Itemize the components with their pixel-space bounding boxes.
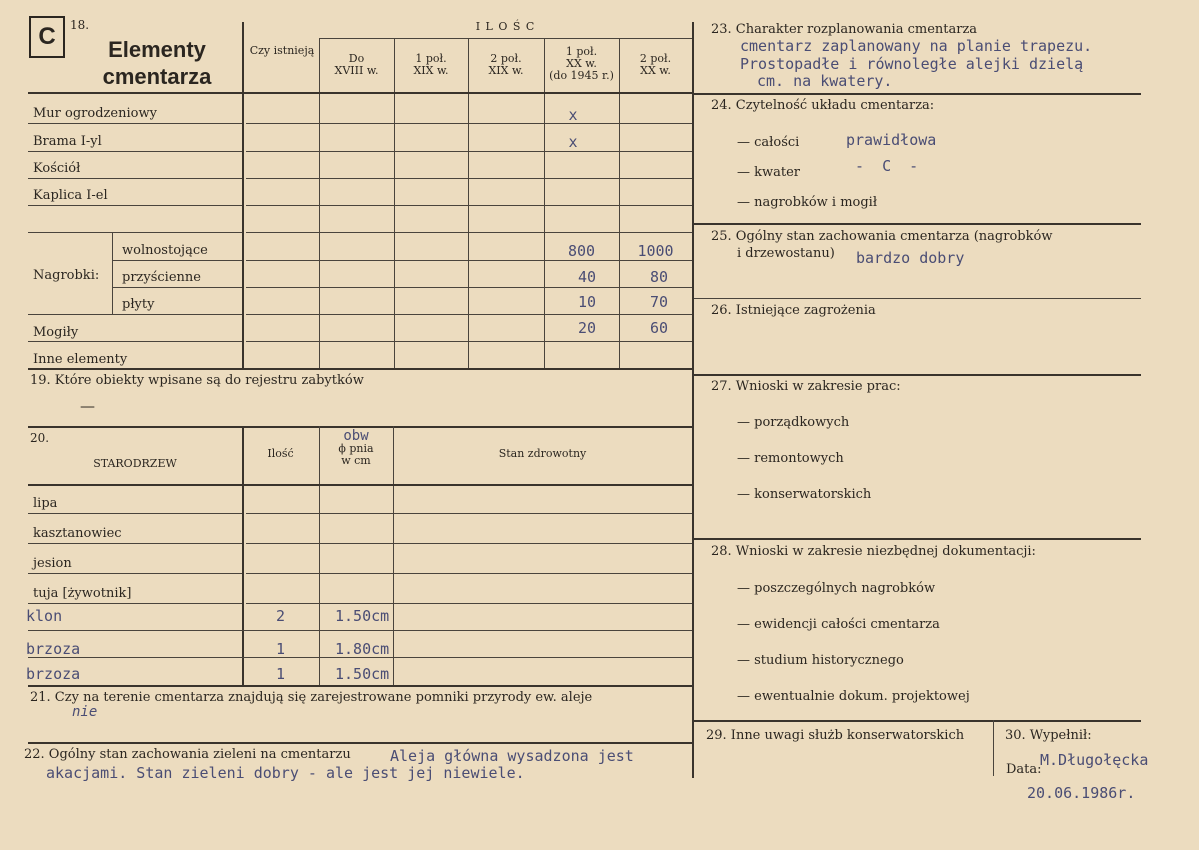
- table-divider: [319, 38, 320, 368]
- s20-title: STARODRZEW: [93, 457, 177, 470]
- tree-typed-diam: 1.50cm: [335, 607, 390, 625]
- s21-hand: nie: [72, 704, 98, 720]
- s23-value: Prostopadłe i równoległe alejki dzielą: [740, 55, 1084, 73]
- s27-item: — konserwatorskich: [737, 487, 872, 502]
- s26-label: 26. Istniejące zagrożenia: [711, 303, 876, 318]
- s28-item: — ewidencji całości cmentarza: [737, 617, 940, 632]
- table-line: [28, 92, 692, 94]
- s19-label: 19. Które obiekty wpisane są do rejestru zabytków: [30, 373, 364, 388]
- col-exists-header: Czy istnieją: [249, 44, 315, 57]
- tree-typed-qty: 2: [275, 607, 286, 625]
- row-label: płyty: [122, 297, 155, 312]
- s30-label: 30. Wypełnił:: [1005, 728, 1092, 743]
- table-line: [319, 38, 692, 39]
- s20-col-health: Stan zdrowotny: [498, 447, 587, 460]
- tree-typed-name: klon: [26, 607, 63, 625]
- s28-item: — poszczególnych nagrobków: [737, 581, 936, 596]
- row-label: Kaplica I-el: [33, 188, 108, 203]
- table-divider: [394, 38, 395, 368]
- s25-label: 25. Ogólny stan zachowania cmentarza (nagrobków: [711, 229, 1053, 244]
- s20-hand-obw: obw: [343, 428, 369, 444]
- period-header: 1 poł. XX w. (do 1945 r.): [549, 45, 614, 82]
- s23-value: cm. na kwatery.: [757, 72, 893, 90]
- typed-value: 800: [567, 242, 596, 260]
- typed-mark: x: [568, 106, 578, 124]
- tree-typed-name: brzoza: [26, 640, 81, 658]
- row-label: Inne elementy: [33, 352, 128, 367]
- section-number: 18.: [70, 18, 90, 32]
- s23-value: cmentarz zaplanowany na planie trapezu.: [740, 37, 1093, 55]
- s27-item: — remontowych: [737, 451, 844, 466]
- ilosc-header: I L O Ś C: [475, 20, 536, 33]
- s22-value: Aleja główna wysadzona jest: [390, 747, 634, 765]
- row-label: Kościół: [33, 161, 81, 176]
- tree-typed-qty: 1: [275, 665, 286, 683]
- s22-label: 22. Ogólny stan zachowania zieleni na cmentarzu: [24, 747, 351, 762]
- row-label: przyścienne: [122, 270, 201, 285]
- s21-label: 21. Czy na terenie cmentarza znajdują się zarejestrowane pomniki przyrody ew. aleje: [30, 690, 593, 705]
- s29-label: 29. Inne uwagi służb konserwatorskich: [706, 728, 965, 743]
- s25-label: i drzewostanu): [737, 246, 835, 261]
- tree-typed-diam: 1.50cm: [335, 665, 390, 683]
- s28-item: — ewentualnie dokum. projektowej: [737, 689, 970, 704]
- table-divider: [468, 38, 469, 368]
- period-header: Do XVIII w.: [334, 52, 379, 77]
- period-header: 1 poł. XIX w.: [413, 52, 449, 77]
- s22-value: akacjami. Stan zieleni dobry - ale jest jej niewiele.: [46, 764, 525, 782]
- s30-date: 20.06.1986r.: [1027, 784, 1136, 802]
- s25-value: bardzo dobry: [856, 249, 965, 267]
- tree-row: lipa: [33, 496, 58, 511]
- row-label: Mogiły: [33, 325, 79, 340]
- s28-item: — studium historycznego: [737, 653, 904, 668]
- row-label: Brama I-yl: [33, 134, 102, 149]
- typed-value: 1000: [637, 242, 674, 260]
- s28-label: 28. Wnioski w zakresie niezbędnej dokumentacji:: [711, 544, 1036, 559]
- s27-item: — porządkowych: [737, 415, 850, 430]
- s24-value: prawidłowa: [846, 131, 937, 149]
- s24-item: — nagrobków i mogił: [737, 195, 878, 210]
- s30-name: M.Długołęcka: [1040, 751, 1149, 769]
- nagrobki-label: Nagrobki:: [33, 268, 100, 283]
- s24-item: — kwater: [737, 165, 801, 180]
- table-divider: [242, 22, 244, 368]
- s20-col-diam: ϕ pnia w cm: [338, 442, 374, 467]
- s19-value: —: [80, 397, 95, 415]
- period-header: 2 poł. XIX w.: [488, 52, 524, 77]
- s27-label: 27. Wnioski w zakresie prac:: [711, 379, 901, 394]
- s23-label: 23. Charakter rozplanowania cmentarza: [711, 22, 978, 37]
- row-label: Mur ogrodzeniowy: [33, 106, 157, 121]
- tree-typed-name: brzoza: [26, 665, 81, 683]
- typed-value: 10: [577, 293, 597, 311]
- s24-item: — całości: [737, 135, 800, 150]
- tree-typed-diam: 1.80cm: [335, 640, 390, 658]
- typed-value: 80: [649, 268, 669, 286]
- s24-label: 24. Czytelność układu cmentarza:: [711, 98, 935, 113]
- s20-col-qty: Ilość: [267, 447, 294, 460]
- s20-number: 20.: [30, 431, 50, 445]
- typed-value: 60: [649, 319, 669, 337]
- tree-typed-qty: 1: [275, 640, 286, 658]
- typed-value: 70: [649, 293, 669, 311]
- typed-value: 20: [577, 319, 597, 337]
- tree-row: jesion: [33, 556, 72, 571]
- typed-mark: x: [568, 133, 578, 151]
- section-code-box: C: [29, 16, 65, 58]
- tree-row: kasztanowiec: [33, 526, 122, 541]
- s24-value: - C -: [855, 157, 919, 175]
- s30-date-label: Data:: [1006, 762, 1042, 777]
- column-divider: [692, 22, 694, 778]
- row-label: wolnostojące: [122, 243, 208, 258]
- tree-row: tuja [żywotnik]: [33, 586, 132, 601]
- period-header: 2 poł. XX w.: [639, 52, 672, 77]
- typed-value: 40: [577, 268, 597, 286]
- section-title: Elementy cmentarza: [102, 37, 212, 89]
